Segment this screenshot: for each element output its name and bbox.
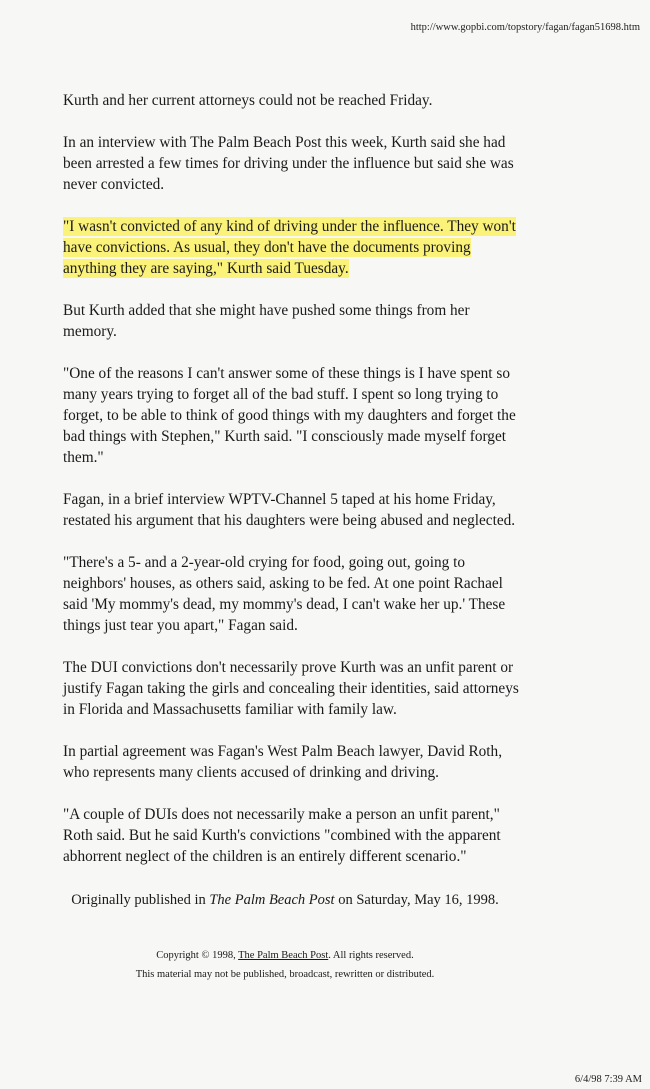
highlighted-text: "I wasn't convicted of any kind of driving under the influence. They won't have convictions. As usual, they don't have the documents proving anything they are saying," Kurth said Tuesday. [63,218,516,277]
paragraph: Kurth and her current attorneys could not be reached Friday. [63,92,433,109]
page-url: http://www.gopbi.com/topstory/fagan/fagan51698.htm [410,22,640,33]
paragraph: In an interview with The Palm Beach Post this week, Kurth said she had been arrested a few times for driving under the influence but said she was never convicted. [63,134,514,193]
palm-beach-post-link[interactable]: The Palm Beach Post [238,950,329,961]
copyright-line [0,946,570,965]
copyright-block [0,946,570,984]
paragraph: But Kurth added that she might have pushed some things from her memory. [63,302,470,340]
paragraph: "There's a 5- and a 2-year-old crying for food, going out, going to neighbors' houses, as others said, asking to be fed. At one point Rachael said 'My mommy's dead, my mommy's dead, I can't wake her up.' These things just tear you apart," Fagan said. [63,554,506,634]
article-body [63,90,523,888]
copyright-suffix: . All rights reserved. [328,950,414,961]
paragraph: "One of the reasons I can't answer some of these things is I have spent so many years trying to forget all of the bad stuff. I spent so long trying to forget, to be able to think of good things with my daughters and forget the bad things with Stephen," Kurth said. "I consciously made myself forget them." [63,365,516,466]
publication-line [0,892,570,909]
highlighted-quote-paragraph [63,216,523,279]
publication-name: The Palm Beach Post [209,892,335,908]
distribution-notice: This material may not be published, broadcast, rewritten or distributed. [135,969,435,980]
print-timestamp: 6/4/98 7:39 AM [574,1074,642,1085]
paragraph: "A couple of DUIs does not necessarily make a person an unfit parent," Roth said. But he said Kurth's convictions "combined with the apparent abhorrent neglect of the children is an entirely different scenario." [63,806,501,865]
paragraph: The DUI convictions don't necessarily prove Kurth was an unfit parent or justify Fagan taking the girls and concealing their identities, said attorneys in Florida and Massachusetts familiar with family law. [63,659,519,718]
copyright-prefix: Copyright © 1998, [156,950,239,961]
published-prefix: Originally published in [71,892,210,908]
paragraph: In partial agreement was Fagan's West Palm Beach lawyer, David Roth, who represents many clients accused of drinking and driving. [63,743,503,781]
published-date: on Saturday, May 16, 1998. [334,892,499,908]
paragraph: Fagan, in a brief interview WPTV-Channel 5 taped at his home Friday, restated his argument that his daughters were being abused and neglected. [63,491,516,529]
